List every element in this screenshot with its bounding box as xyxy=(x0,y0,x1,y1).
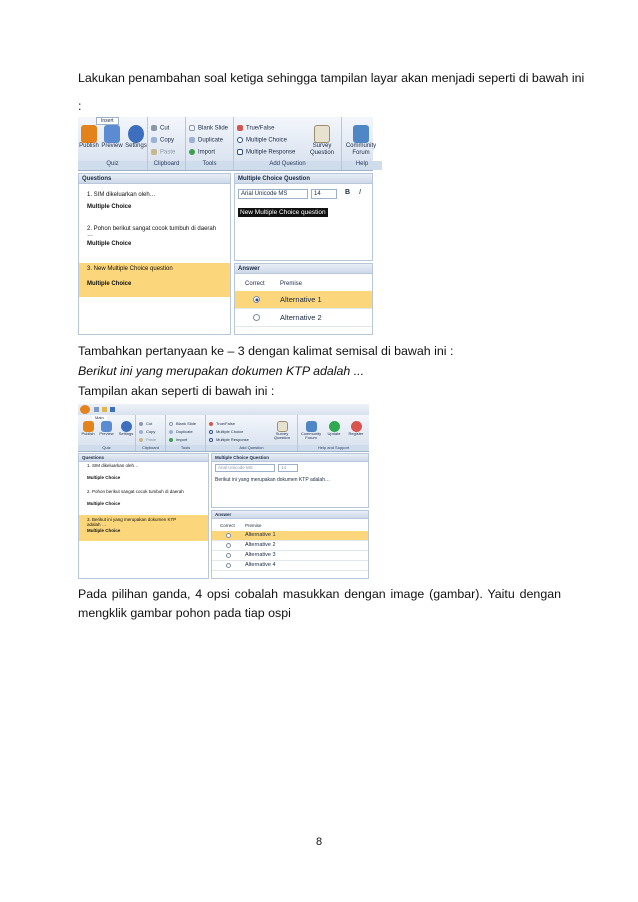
blank-slide-button[interactable]: Blank Slide xyxy=(189,125,228,132)
duplicate-icon xyxy=(189,137,195,143)
correct-radio-3[interactable] xyxy=(226,553,231,558)
multiple-choice-button[interactable]: Multiple Choice xyxy=(209,429,243,434)
group-clipboard xyxy=(136,415,166,451)
cut-button[interactable]: Cut xyxy=(139,421,152,426)
true-false-icon xyxy=(209,422,213,426)
radio-icon xyxy=(209,430,213,434)
answer-pane xyxy=(211,510,369,579)
community-forum-button[interactable]: Community Forum xyxy=(344,125,378,156)
col-correct: Correct xyxy=(245,281,265,287)
group-label-add-question: Add Question xyxy=(206,445,297,451)
preview-icon xyxy=(104,125,120,143)
group-label-quiz: Quiz xyxy=(78,445,135,451)
ribbon xyxy=(78,117,377,171)
group-help xyxy=(342,117,382,170)
correct-radio-2[interactable] xyxy=(226,543,231,548)
paragraph-intro-colon: : xyxy=(78,99,82,113)
survey-question-button[interactable]: Survey Question xyxy=(304,125,340,156)
blank-slide-button[interactable]: Blank Slide xyxy=(169,421,196,426)
import-icon xyxy=(169,438,173,442)
publish-button[interactable]: Publish xyxy=(78,125,100,150)
group-quiz xyxy=(78,117,148,170)
publish-button[interactable]: Publish xyxy=(79,421,97,436)
community-forum-button[interactable]: Community Forum xyxy=(299,421,323,441)
save-icon[interactable] xyxy=(110,407,115,412)
survey-button[interactable]: Survey Question xyxy=(268,421,296,441)
questions-pane xyxy=(78,173,231,335)
scissors-icon xyxy=(151,125,157,131)
mcq-pane xyxy=(234,173,373,261)
question-item-2[interactable]: 2. Pohon berikut sangat cocok tumbuh di daerah … Multiple Choice xyxy=(87,226,217,247)
paste-icon xyxy=(139,438,143,442)
answer-pane xyxy=(234,263,373,335)
tab-insert[interactable]: Insert xyxy=(96,117,119,125)
radio-icon xyxy=(237,137,243,143)
app-icon[interactable] xyxy=(80,405,90,414)
question-item-2[interactable]: 2. Pohon berikut sangat cocok tumbuh di daerah Multiple Choice xyxy=(87,489,184,506)
group-help xyxy=(298,415,369,451)
premise-1[interactable]: Alternative 1 xyxy=(245,532,276,538)
premise-1[interactable]: Alternative 1 xyxy=(280,295,322,304)
answer-header: Answer xyxy=(235,264,372,274)
gear-icon xyxy=(128,125,144,143)
new-icon[interactable] xyxy=(94,407,99,412)
import-button[interactable]: Import xyxy=(189,149,215,156)
open-icon[interactable] xyxy=(102,407,107,412)
copy-icon xyxy=(151,137,157,143)
group-label-tools: Tools xyxy=(186,161,233,170)
questions-header: Questions xyxy=(79,454,208,462)
group-clipboard xyxy=(148,117,186,170)
font-size-select[interactable]: 14 xyxy=(278,464,298,472)
mcq-header: Multiple Choice Question xyxy=(212,454,368,462)
checkbox-icon xyxy=(209,438,213,442)
group-add-question xyxy=(234,117,342,170)
question-item-1[interactable]: 1. SIM dikeluarkan oleh… Multiple Choice xyxy=(87,192,156,210)
paste-button[interactable]: Paste xyxy=(151,149,175,156)
import-button[interactable]: Import xyxy=(169,437,187,442)
scissors-icon xyxy=(139,422,143,426)
preview-button[interactable]: Preview xyxy=(100,125,124,150)
premise-4[interactable]: Alternative 4 xyxy=(245,562,276,568)
duplicate-icon xyxy=(169,430,173,434)
question-text-field[interactable]: Berikut ini yang merupakan dokumen KTP adalah… xyxy=(215,477,330,483)
paragraph-intro: Lakukan penambahan soal ketiga sehingga tampilan layar akan menjadi seperti di bawah ini xyxy=(78,71,585,85)
paragraph-display: Tampilan akan seperti di bawah ini : xyxy=(78,384,275,398)
font-size-select[interactable]: 14 xyxy=(311,189,337,199)
checkbox-icon xyxy=(237,149,243,155)
group-label-clipboard: Clipboard xyxy=(136,445,165,451)
multiple-response-button[interactable]: Multiple Response xyxy=(237,149,295,156)
questions-pane xyxy=(78,453,209,579)
premise-2[interactable]: Alternative 2 xyxy=(245,542,276,548)
paragraph-image-options-cont: mengklik gambar pohon pada tiap ospi xyxy=(78,606,291,620)
font-name-select[interactable]: Arial Unicode MS xyxy=(238,189,308,199)
col-correct: Correct xyxy=(220,523,235,528)
paragraph-image-options: Pada pilihan ganda, 4 opsi cobalah masukkan dengan image (gambar). Yaitu dengan xyxy=(78,587,561,601)
preview-button[interactable]: Preview xyxy=(97,421,116,436)
group-quiz xyxy=(78,415,136,451)
blank-slide-icon xyxy=(189,125,195,131)
col-premise: Premise xyxy=(245,523,262,528)
bold-button[interactable]: B xyxy=(345,189,351,196)
correct-radio-4[interactable] xyxy=(226,563,231,568)
group-add-question xyxy=(206,415,298,451)
group-label-add-question: Add Question xyxy=(234,161,341,170)
copy-icon xyxy=(139,430,143,434)
answer-row-2[interactable] xyxy=(212,541,368,551)
settings-button[interactable]: Settings xyxy=(124,125,148,150)
paragraph-add-question: Tambahkan pertanyaan ke – 3 dengan kalimat semisal di bawah ini : xyxy=(78,344,454,358)
paste-button[interactable]: Paste xyxy=(139,437,156,442)
group-label-help: Help and Support xyxy=(298,445,369,451)
col-premise: Premise xyxy=(280,281,303,287)
copy-button[interactable]: Copy xyxy=(139,429,155,434)
answer-header: Answer xyxy=(212,511,368,519)
group-label-clipboard: Clipboard xyxy=(148,161,185,170)
multiple-response-button[interactable]: Multiple Response xyxy=(209,437,249,442)
group-tools xyxy=(186,117,234,170)
correct-radio-1[interactable] xyxy=(226,533,231,538)
correct-radio-2[interactable] xyxy=(253,314,260,321)
ribbon xyxy=(78,415,369,452)
duplicate-button[interactable]: Duplicate xyxy=(169,429,193,434)
paste-icon xyxy=(151,149,157,155)
italic-button[interactable]: I xyxy=(359,189,361,196)
mcq-header: Multiple Choice Question xyxy=(235,174,372,184)
premise-2[interactable]: Alternative 2 xyxy=(280,313,322,322)
title-bar xyxy=(78,404,369,415)
page-number: 8 xyxy=(315,836,323,848)
group-label-quiz: Quiz xyxy=(78,161,147,170)
answer-row-4[interactable] xyxy=(212,561,368,571)
update-button[interactable]: Update xyxy=(323,421,345,436)
screenshot-1 xyxy=(78,117,377,335)
multiple-choice-button[interactable]: Multiple Choice xyxy=(237,137,287,144)
duplicate-button[interactable]: Duplicate xyxy=(189,137,223,144)
mcq-pane xyxy=(211,453,369,508)
question-item-1[interactable]: 1. SIM dikeluarkan oleh… Multiple Choice xyxy=(87,463,139,480)
correct-radio-1[interactable] xyxy=(253,296,260,303)
group-tools xyxy=(166,415,206,451)
blank-slide-icon xyxy=(169,422,173,426)
answer-row-2[interactable] xyxy=(235,309,372,327)
forum-icon xyxy=(353,125,369,143)
paragraph-example-question: Berikut ini yang merupakan dokumen KTP adalah ... xyxy=(78,364,365,378)
screenshot-2 xyxy=(78,404,369,579)
import-icon xyxy=(189,149,195,155)
true-false-button[interactable]: True/False xyxy=(237,125,274,132)
answer-row-1[interactable] xyxy=(235,291,372,309)
font-name-select[interactable]: Arial Unicode MS xyxy=(215,464,275,472)
premise-3[interactable]: Alternative 3 xyxy=(245,552,276,558)
copy-button[interactable]: Copy xyxy=(151,137,174,144)
settings-button[interactable]: Settings xyxy=(116,421,136,436)
answer-row-1[interactable] xyxy=(212,531,368,541)
questions-header: Questions xyxy=(79,174,230,184)
publish-icon xyxy=(81,125,97,143)
true-false-button[interactable]: True/False xyxy=(209,421,235,426)
cut-button[interactable]: Cut xyxy=(151,125,169,132)
register-button[interactable]: Register xyxy=(345,421,367,436)
true-false-icon xyxy=(237,125,243,131)
survey-icon xyxy=(314,125,330,143)
question-text-field[interactable]: New Multiple Choice question xyxy=(240,209,326,216)
question-item-3[interactable]: 3. New Multiple Choice question Multiple Choice xyxy=(79,263,230,297)
question-item-3[interactable]: 3. Berikut ini yang merupakan dokumen KTP adalah … Multiple Choice xyxy=(79,515,208,541)
tab-main[interactable]: Main xyxy=(92,415,107,420)
group-label-help: Help xyxy=(342,161,382,170)
group-label-tools: Tools xyxy=(166,445,205,451)
answer-row-3[interactable] xyxy=(212,551,368,561)
